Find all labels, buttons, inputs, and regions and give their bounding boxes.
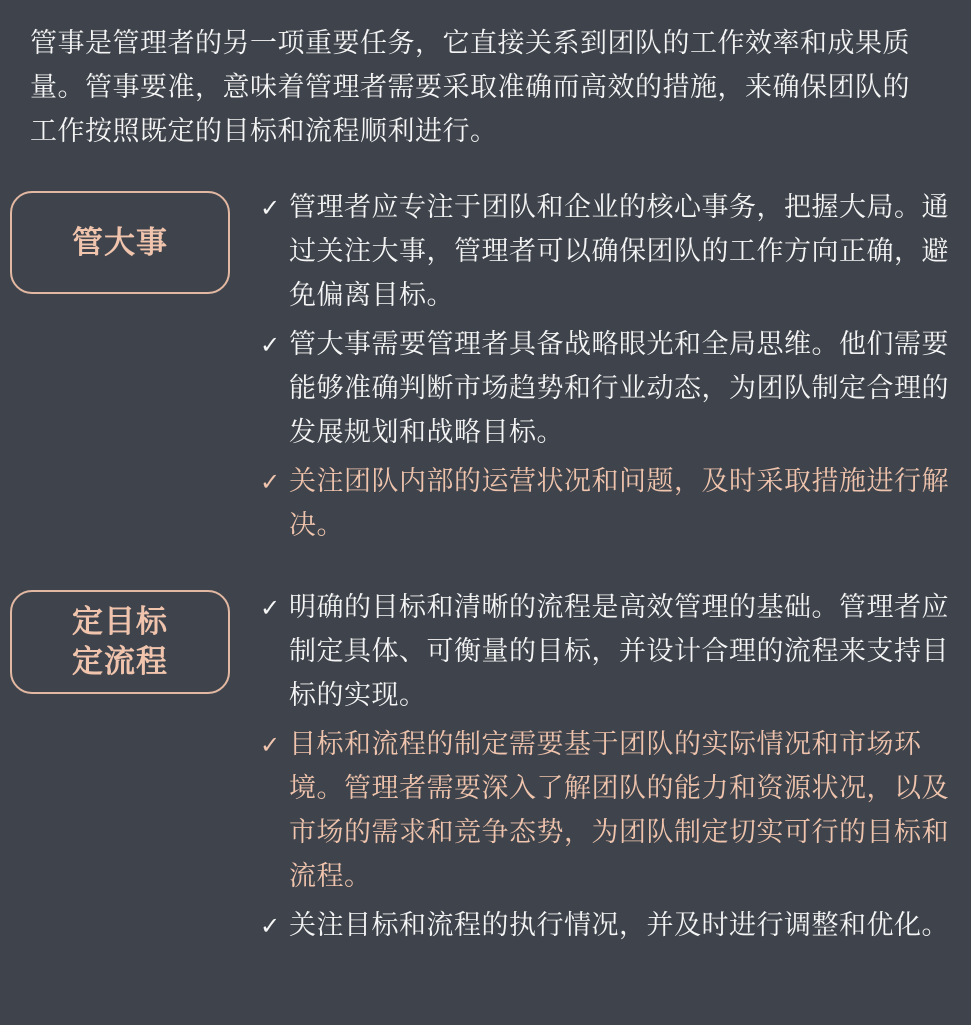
check-icon: ✓ <box>260 194 281 222</box>
list-item <box>260 323 950 455</box>
section-tag-big-matters <box>10 191 230 294</box>
list-item <box>260 460 950 548</box>
list-item <box>260 586 950 718</box>
point-list-big-matters <box>260 186 950 553</box>
check-icon: ✓ <box>260 594 281 622</box>
list-item <box>260 904 950 948</box>
check-icon: ✓ <box>260 468 281 496</box>
point-text: 管大事需要管理者具备战略眼光和全局思维。他们需要能够准确判断市场趋势和行业动态，为团队制定合理的发展规划和战略目标。 <box>289 329 949 448</box>
section-tag-goals-process <box>10 590 230 694</box>
point-text: 关注目标和流程的执行情况，并及时进行调整和优化。 <box>289 910 949 941</box>
point-text: 明确的目标和清晰的流程是高效管理的基础。管理者应制定具体、可衡量的目标，并设计合理的流程来支持目标的实现。 <box>289 592 949 711</box>
check-icon: ✓ <box>260 731 281 759</box>
point-text: 关注团队内部的运营状况和问题，及时采取措施进行解决。 <box>289 466 949 541</box>
intro-paragraph: 管事是管理者的另一项重要任务，它直接关系到团队的工作效率和成果质量。管事要准，意味着管理者需要采取准确而高效的措施，来确保团队的工作按照既定的目标和流程顺利进行。 <box>30 28 910 147</box>
check-icon: ✓ <box>260 912 281 940</box>
list-item <box>260 186 950 318</box>
check-icon: ✓ <box>260 331 281 359</box>
point-text: 目标和流程的制定需要基于团队的实际情况和市场环境。管理者需要深入了解团队的能力和资源状况，以及市场的需求和竞争态势，为团队制定切实可行的目标和流程。 <box>289 729 949 892</box>
point-text: 管理者应专注于团队和企业的核心事务，把握大局。通过关注大事，管理者可以确保团队的工作方向正确，避免偏离目标。 <box>289 192 949 311</box>
section-tag-label: 定目标 定流程 <box>72 604 168 680</box>
point-list-goals-process <box>260 586 950 953</box>
section-tag-label: 管大事 <box>72 224 168 261</box>
list-item <box>260 723 950 899</box>
